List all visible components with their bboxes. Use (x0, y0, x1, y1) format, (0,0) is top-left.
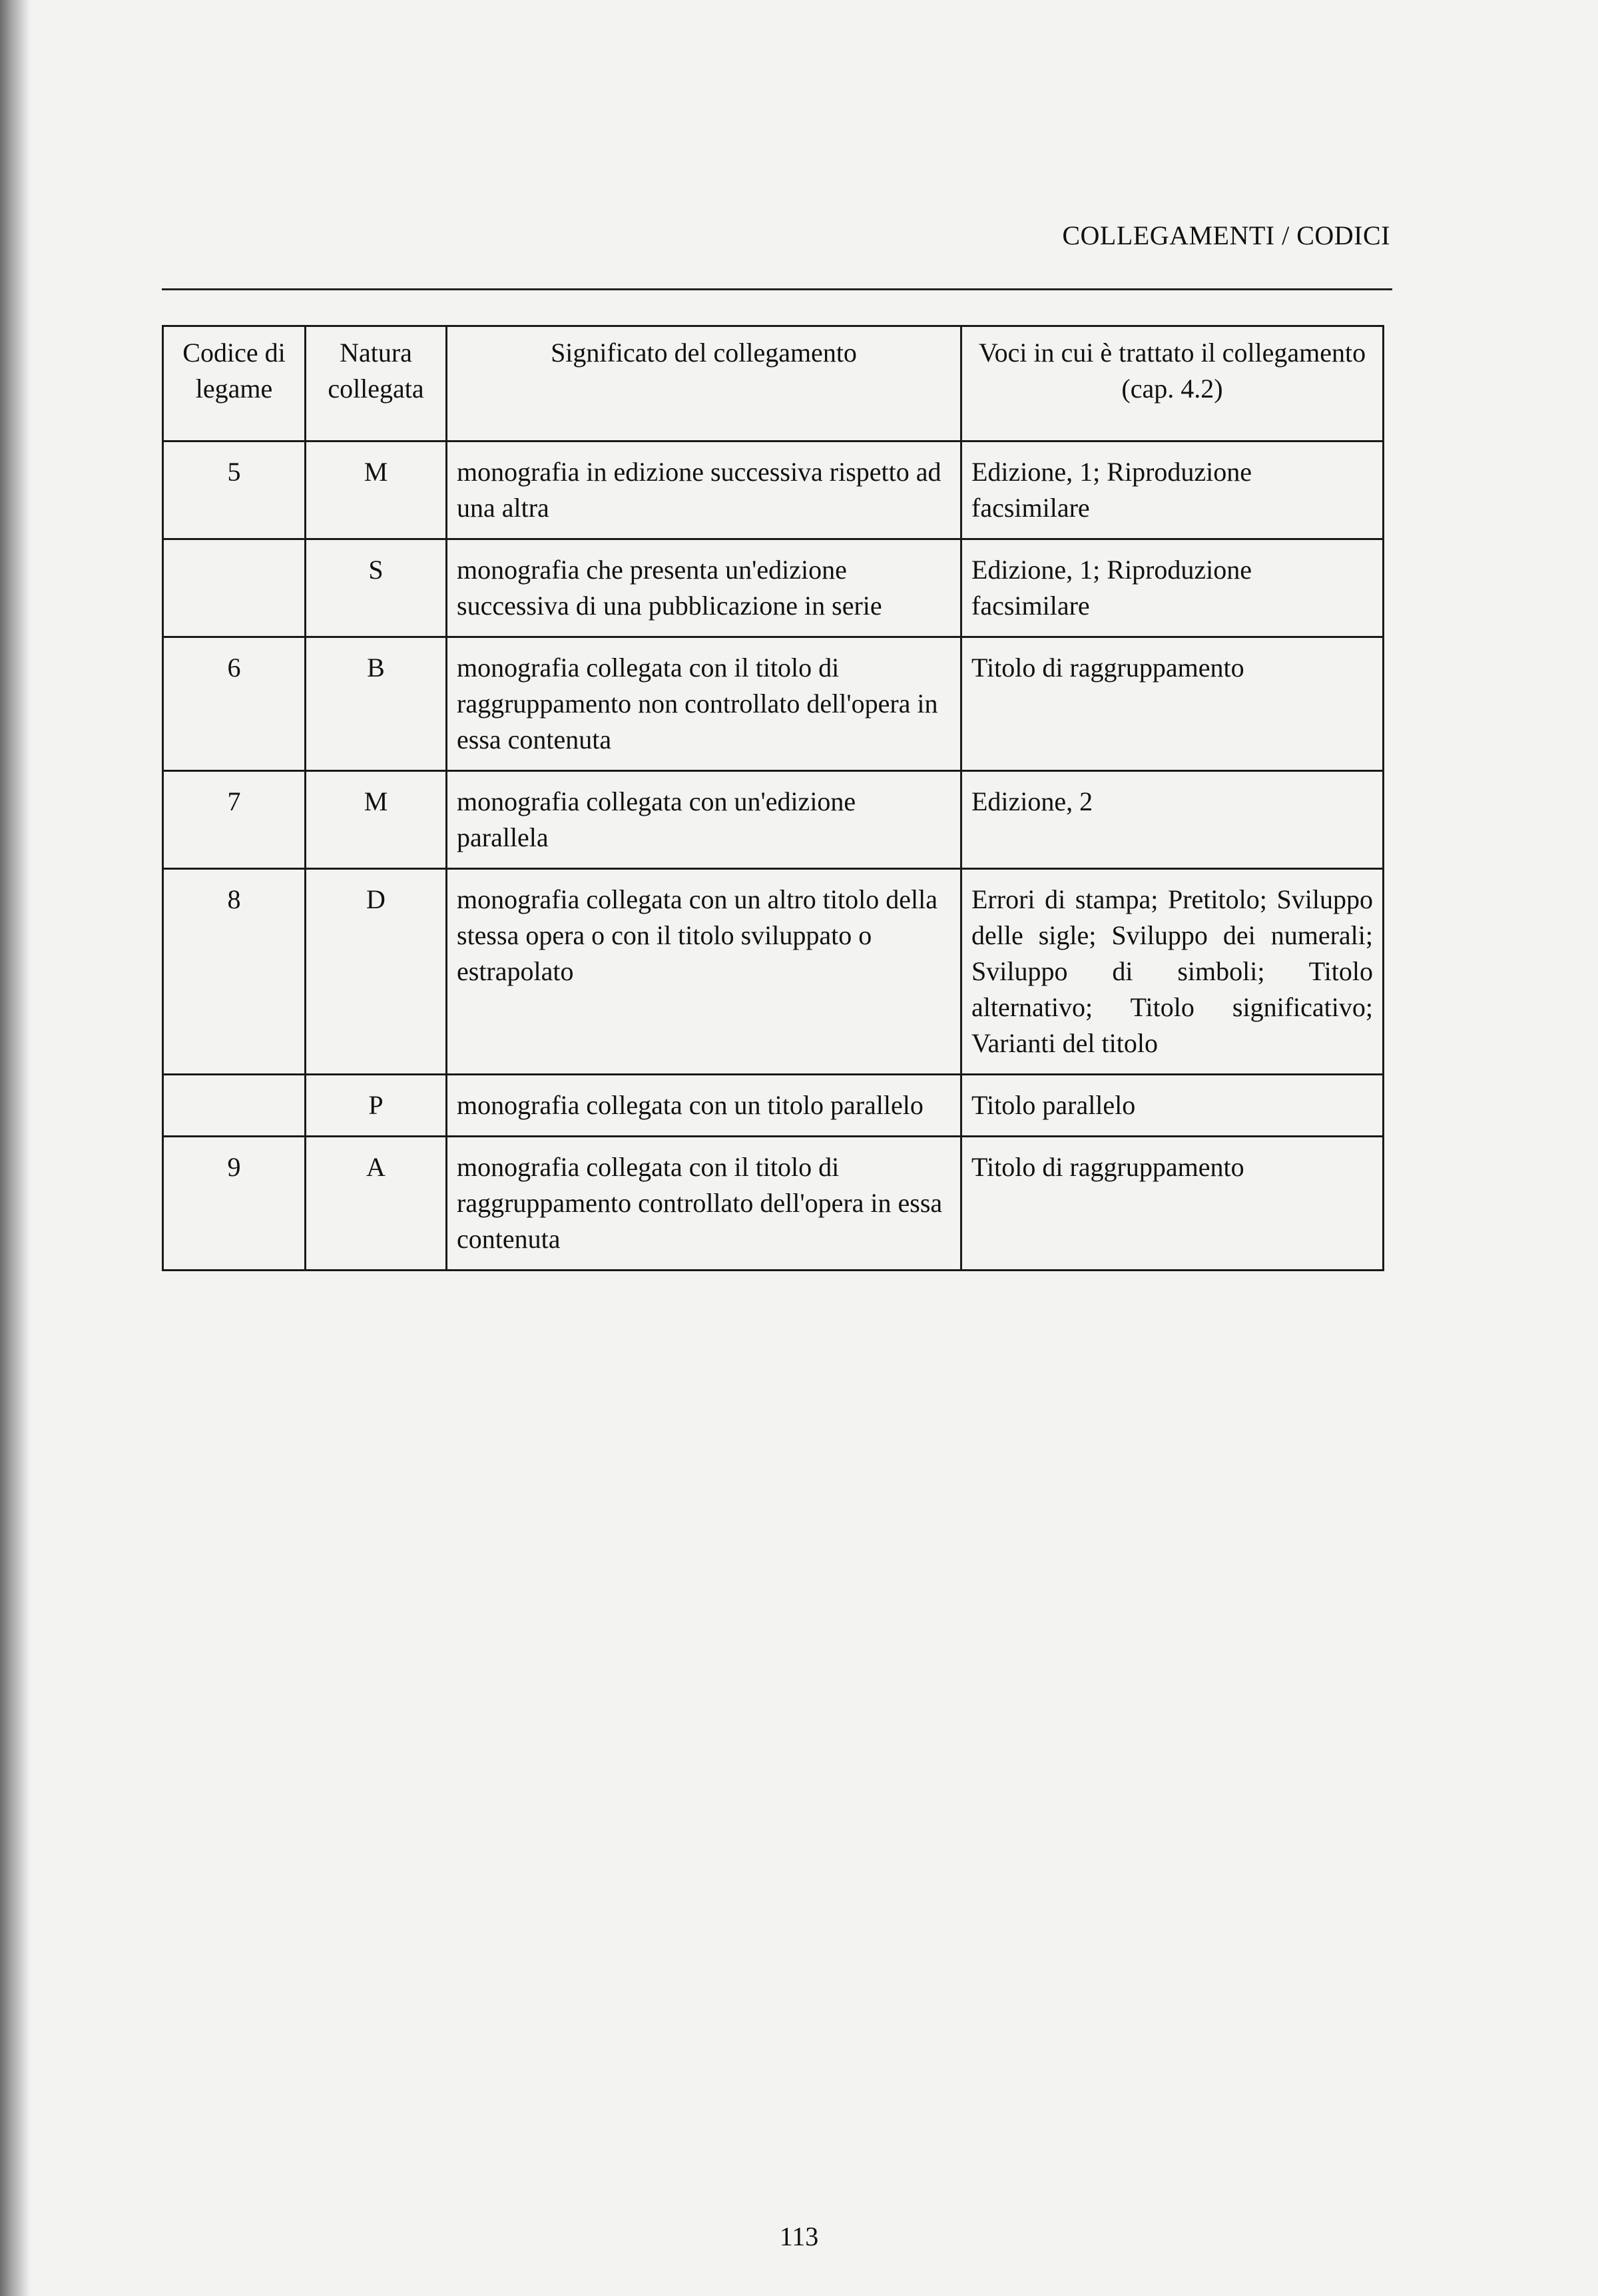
cell-code (163, 539, 306, 637)
cell-code (163, 1075, 306, 1137)
cell-code: 7 (163, 771, 306, 869)
link-codes-table (162, 325, 1384, 1271)
cell-significato: monografia che presenta un'edizione successiva di una pubblicazione in serie (447, 539, 961, 637)
cell-voci: Titolo di raggruppamento (961, 637, 1384, 771)
table-row (163, 441, 1384, 539)
cell-voci: Edizione, 2 (961, 771, 1384, 869)
cell-voci: Titolo di raggruppamento (961, 1137, 1384, 1271)
cell-significato: monografia collegata con un altro titolo della stessa opera o con il titolo sviluppato o estrapolato (447, 869, 961, 1075)
table-row (163, 771, 1384, 869)
cell-code: 8 (163, 869, 306, 1075)
cell-significato: monografia in edizione successiva rispetto ad una altra (447, 441, 961, 539)
page-number: 113 (779, 2221, 819, 2251)
table-row (163, 637, 1384, 771)
cell-code: 9 (163, 1137, 306, 1271)
running-header: COLLEGAMENTI / CODICI (1062, 220, 1390, 250)
cell-natura: S (306, 539, 447, 637)
column-header-codice: Codice di legame (163, 326, 306, 441)
cell-significato: monografia collegata con il titolo di raggruppamento non controllato dell'opera in essa contenuta (447, 637, 961, 771)
table-row (163, 1075, 1384, 1137)
cell-significato: monografia collegata con un titolo parallelo (447, 1075, 961, 1137)
cell-code: 6 (163, 637, 306, 771)
column-header-voci: Voci in cui è trattato il collegamento (cap. 4.2) (961, 326, 1384, 441)
column-header-significato: Significato del collegamento (447, 326, 961, 441)
header-rule (162, 288, 1392, 290)
cell-natura: D (306, 869, 447, 1075)
cell-natura: M (306, 441, 447, 539)
cell-natura: M (306, 771, 447, 869)
book-spine-shadow (0, 0, 31, 2296)
cell-significato: monografia collegata con un'edizione parallela (447, 771, 961, 869)
cell-natura: P (306, 1075, 447, 1137)
cell-voci: Edizione, 1; Riproduzione facsimilare (961, 539, 1384, 637)
table-row (163, 539, 1384, 637)
cell-voci: Titolo parallelo (961, 1075, 1384, 1137)
table-header-row (163, 326, 1384, 441)
cell-code: 5 (163, 441, 306, 539)
cell-voci: Errori di stampa; Pretitolo; Sviluppo delle sigle; Sviluppo dei numerali; Sviluppo di simboli; Titolo alternativo; Titolo significativo; Varianti del titolo (961, 869, 1384, 1075)
cell-significato: monografia collegata con il titolo di raggruppamento controllato dell'opera in essa contenuta (447, 1137, 961, 1271)
cell-voci: Edizione, 1; Riproduzione facsimilare (961, 441, 1384, 539)
table-row (163, 1137, 1384, 1271)
column-header-natura: Natura collegata (306, 326, 447, 441)
cell-natura: B (306, 637, 447, 771)
cell-natura: A (306, 1137, 447, 1271)
table-row (163, 869, 1384, 1075)
